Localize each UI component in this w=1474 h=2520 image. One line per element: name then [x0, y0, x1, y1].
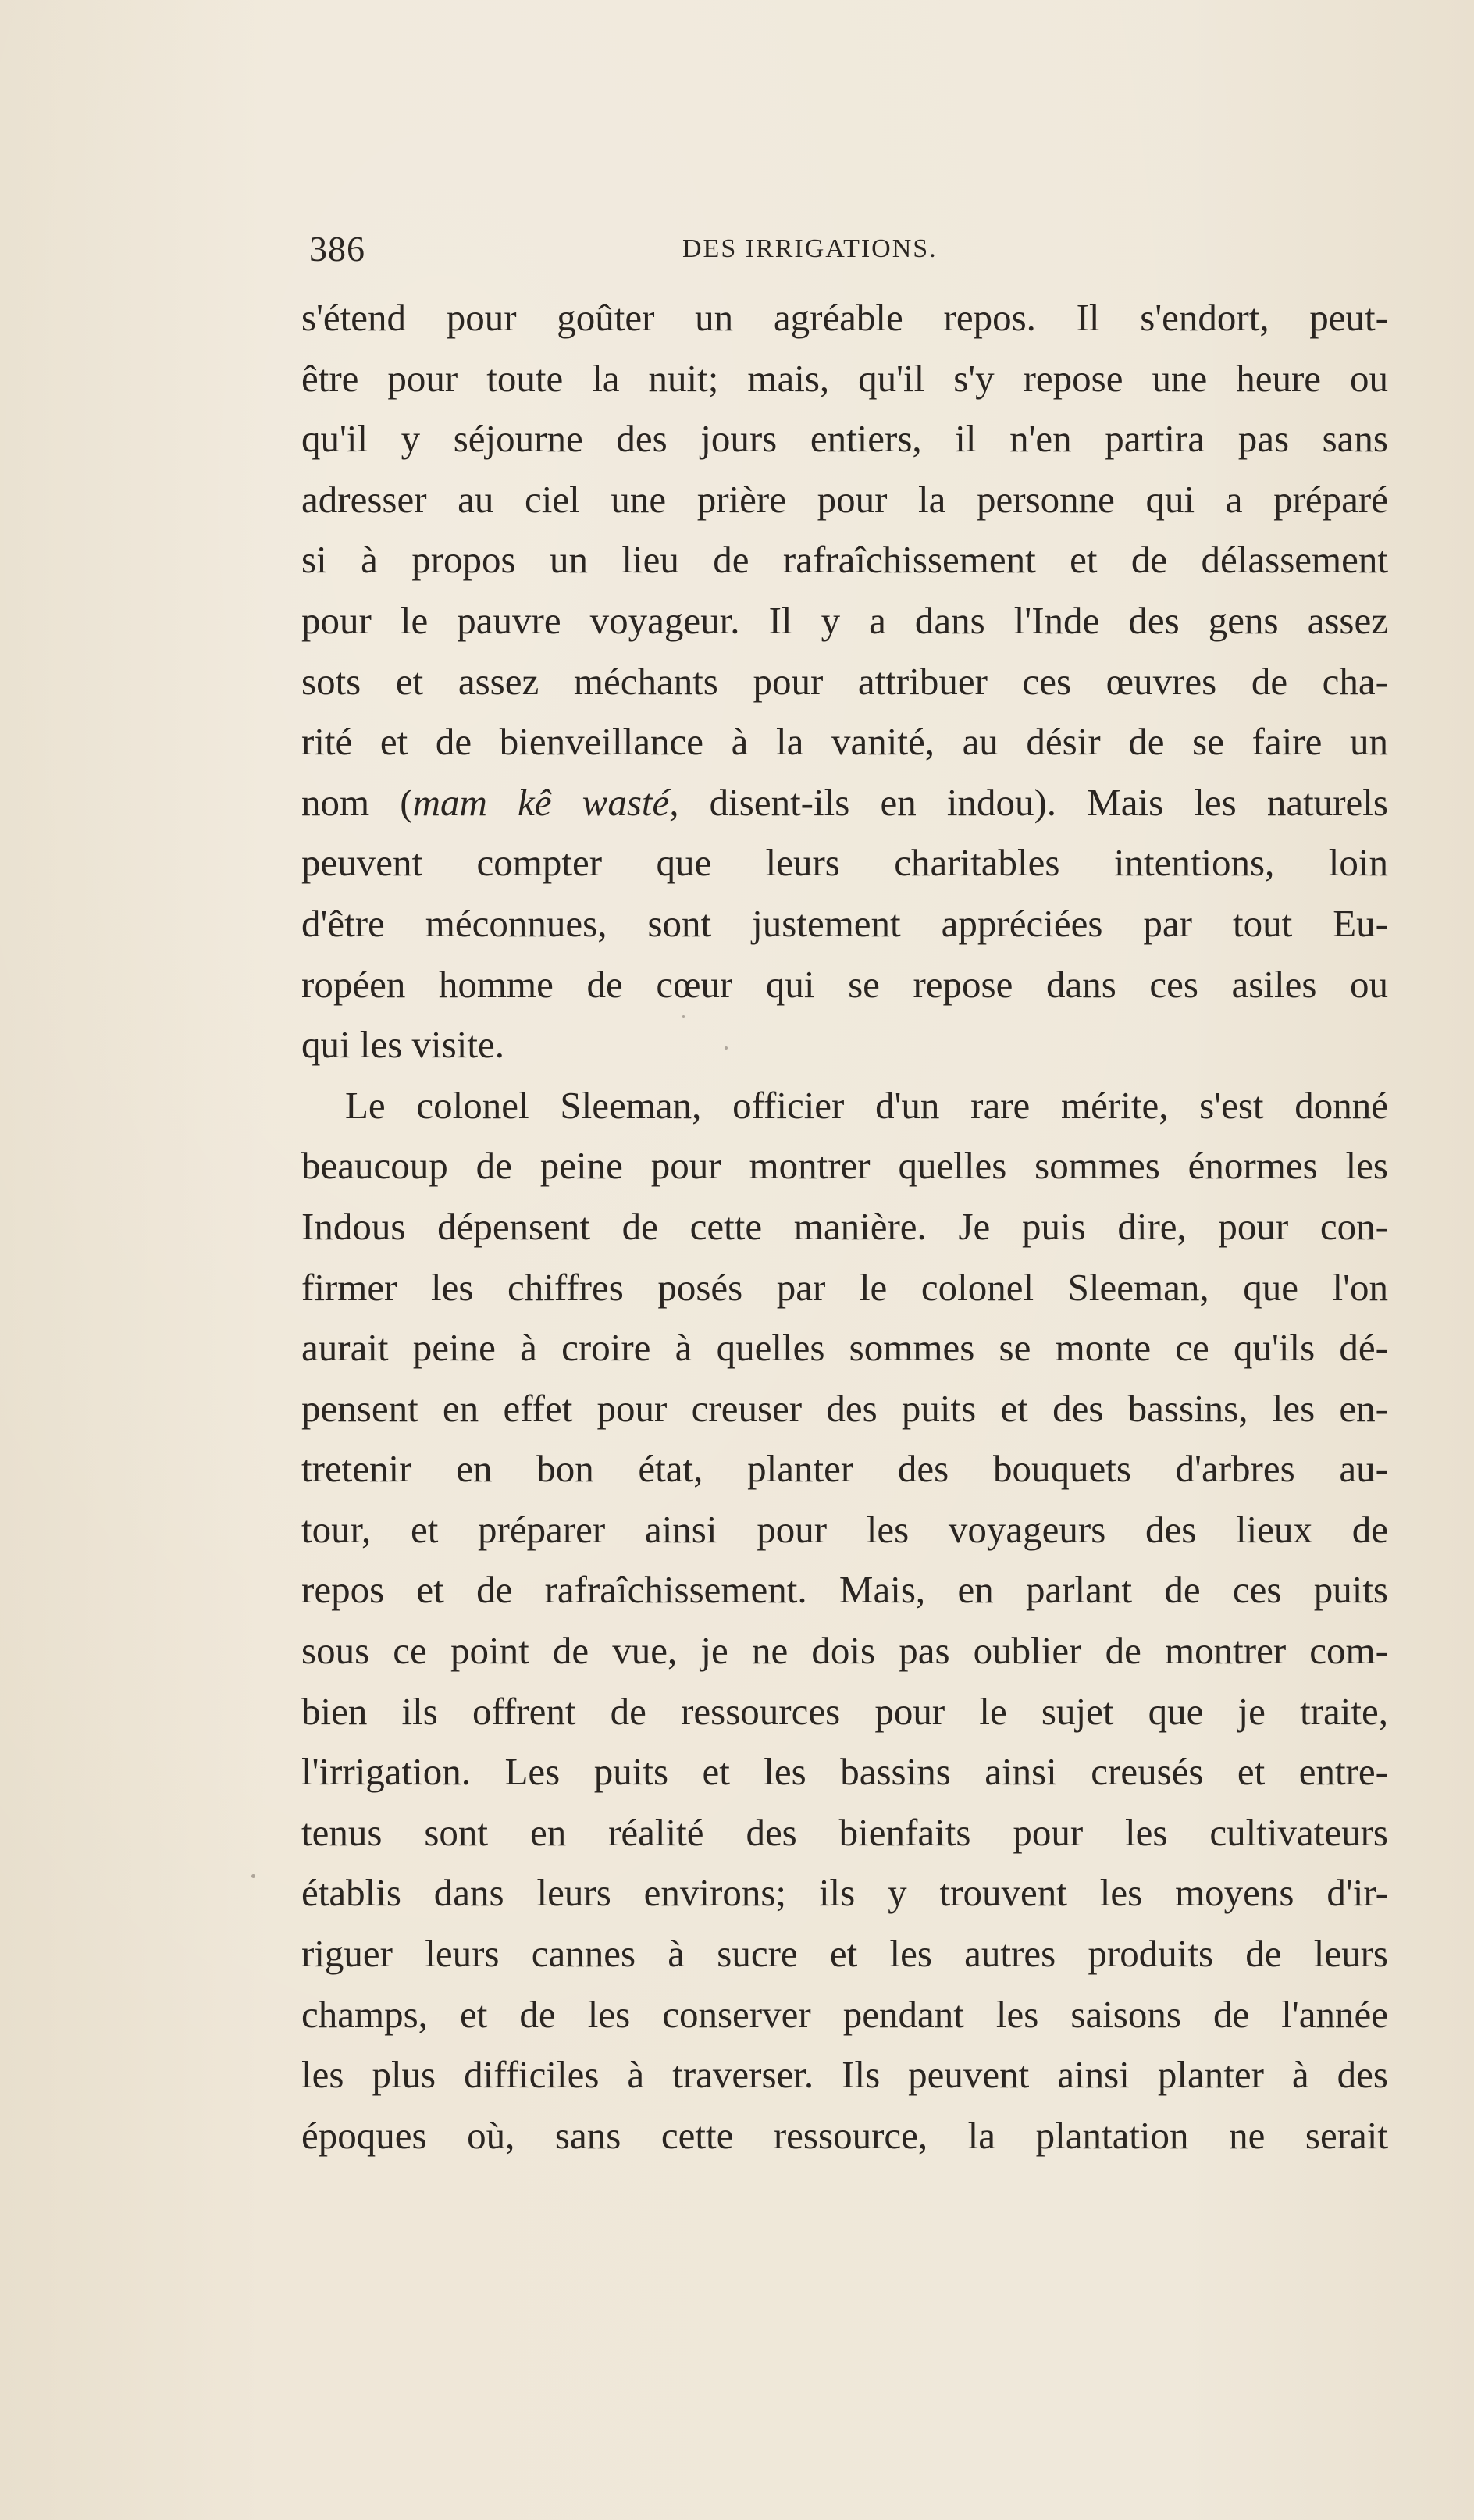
paragraph-last-line: qui les visite.	[301, 1023, 504, 1067]
text-line: bien ils offrent de ressources pour le sujet que je traite,	[301, 1689, 1388, 1733]
text-line: firmer les chiffres posés par le colonel Sleeman, que l'on	[301, 1265, 1388, 1309]
text-line: établis dans leurs environs; ils y trouvent les moyens d'ir-	[301, 1871, 1388, 1915]
text-line: l'irrigation. Les puits et les bassins ainsi creusés et entre-	[301, 1750, 1388, 1794]
body-text	[301, 287, 1388, 2165]
text-line: tretenir en bon état, planter des bouquets d'arbres au-	[301, 1447, 1388, 1491]
text-line: peuvent compter que leurs charitables intentions, loin	[301, 841, 1388, 885]
text-line: d'être méconnues, sont justement appréciées par tout Eu-	[301, 901, 1388, 945]
text-line: pensent en effet pour creuser des puits et des bassins, les en-	[301, 1386, 1388, 1430]
text-line: tenus sont en réalité des bienfaits pour les cultivateurs	[301, 1810, 1388, 1854]
text-line: adresser au ciel une prière pour la personne qui a préparé	[301, 477, 1388, 521]
text-line: sous ce point de vue, je ne dois pas oublier de montrer com-	[301, 1629, 1388, 1673]
text-line: si à propos un lieu de rafraîchissement et de délassement	[301, 538, 1388, 582]
text-line: pour le pauvre voyageur. Il y a dans l'Inde des gens assez	[301, 598, 1388, 642]
text-line: repos et de rafraîchissement. Mais, en parlant de ces puits	[301, 1568, 1388, 1612]
text-line: ropéen homme de cœur qui se repose dans ces asiles ou	[301, 962, 1388, 1006]
text-line: riguer leurs cannes à sucre et les autres produits de leurs	[301, 1932, 1388, 1976]
text-line: s'étend pour goûter un agréable repos. Il s'endort, peut-	[301, 296, 1388, 339]
text-line: qu'il y séjourne des jours entiers, il n'en partira pas sans	[301, 417, 1388, 461]
paper-speck	[725, 1046, 728, 1050]
running-title: DES IRRIGATIONS.	[682, 234, 938, 263]
page-number: 386	[309, 229, 365, 269]
text-line-with-italic	[301, 772, 1388, 833]
text-line: être pour toute la nuit; mais, qu'il s'y repose une heure ou	[301, 356, 1388, 400]
text-line: Indous dépensent de cette manière. Je puis dire, pour con-	[301, 1204, 1388, 1248]
text-line: rité et de bienveillance à la vanité, au désir de se faire un	[301, 720, 1388, 764]
text-line: les plus difficiles à traverser. Ils peuvent ainsi planter à des	[301, 2053, 1388, 2097]
italic-phrase: mam kê wasté,	[412, 780, 679, 824]
text-line: beaucoup de peine pour montrer quelles sommes énormes les	[301, 1144, 1388, 1188]
text-segment: nom (	[301, 780, 413, 824]
text-line: tour, et préparer ainsi pour les voyageurs des lieux de	[301, 1507, 1388, 1551]
text-line: époques où, sans cette ressource, la plantation ne serait	[301, 2113, 1388, 2157]
text-line: sots et assez méchants pour attribuer ces œuvres de cha-	[301, 659, 1388, 703]
text-segment: disent-ils en indou). Mais les naturels	[678, 780, 1388, 824]
paper-speck	[251, 1874, 255, 1878]
page-header	[309, 228, 1394, 275]
paragraph-first-line: Le colonel Sleeman, officier d'un rare mérite, s'est donné	[345, 1083, 1388, 1127]
paper-speck	[682, 1015, 685, 1018]
text-line: champs, et de les conserver pendant les saisons de l'année	[301, 1992, 1388, 2036]
text-line: aurait peine à croire à quelles sommes se monte ce qu'ils dé-	[301, 1326, 1388, 1370]
